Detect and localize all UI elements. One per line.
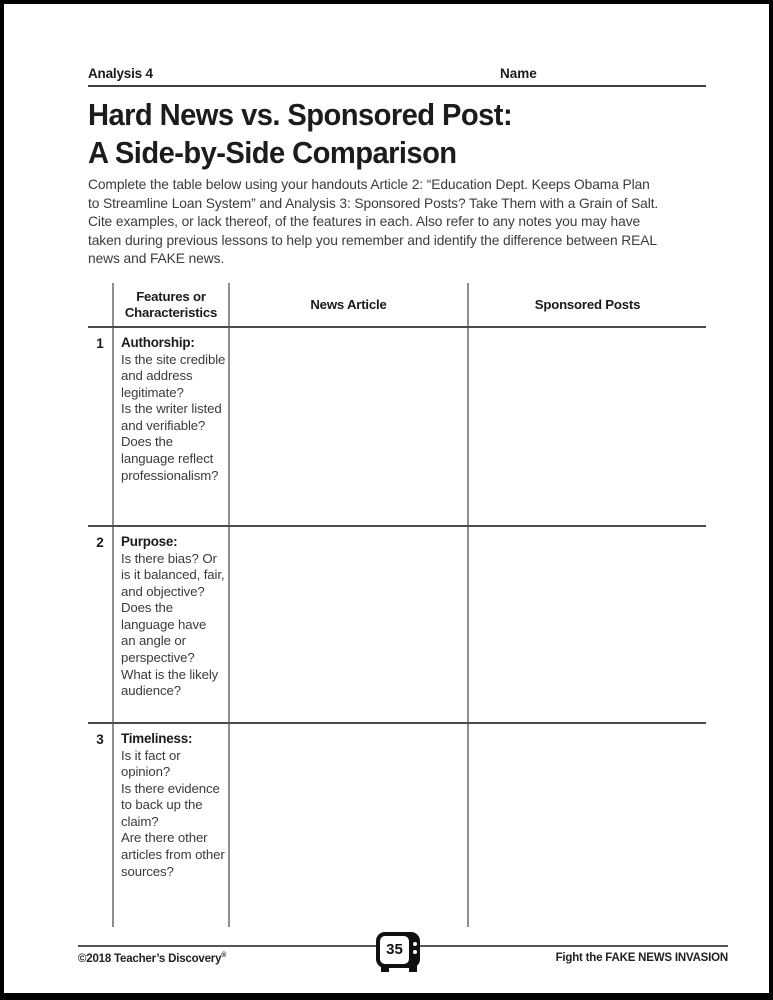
- lesson-label: Analysis 4: [88, 66, 153, 81]
- tv-page-number-badge: [375, 930, 423, 974]
- answer-cell-news-article: [228, 724, 467, 927]
- answer-cell-sponsored-posts: [467, 724, 706, 927]
- tv-knob-icon: [413, 942, 417, 946]
- feature-cell: [112, 527, 228, 722]
- footer-tagline: Fight the FAKE NEWS INVASION: [555, 952, 728, 964]
- registered-mark: ®: [221, 952, 227, 959]
- column-header-number: [88, 283, 112, 326]
- feature-questions: Is it fact or opinion? Is there evidence to back up the claim? Are there other articles from other sources?: [121, 747, 225, 879]
- page-title-line1: Hard News vs. Sponsored Post:: [88, 97, 513, 132]
- feature-heading: Authorship:: [121, 335, 195, 350]
- comparison-table: [88, 283, 706, 927]
- column-header-sponsored-posts: Sponsored Posts: [467, 283, 706, 326]
- tv-knob-icon: [413, 950, 417, 954]
- table-row: [88, 722, 706, 927]
- row-number: 1: [96, 336, 104, 351]
- header-rule: [88, 85, 706, 87]
- column-header-news-article: News Article: [228, 283, 467, 326]
- page-number: 35: [380, 936, 409, 964]
- copyright-main: ©2018 Teacher’s Discovery: [78, 952, 222, 965]
- page-title-line2: A Side-by-Side Comparison: [88, 135, 457, 170]
- answer-cell-sponsored-posts: [467, 328, 706, 525]
- feature-heading: Timeliness:: [121, 731, 193, 746]
- feature-heading: Purpose:: [121, 534, 178, 549]
- feature-cell: [112, 328, 228, 525]
- table-row: [88, 328, 706, 525]
- column-header-features: Features or Characteristics: [112, 283, 228, 326]
- row-number: 2: [96, 535, 104, 550]
- table-row: [88, 525, 706, 722]
- tv-icon: [376, 932, 420, 968]
- intro-paragraph: Complete the table below using your handouts Article 2: “Education Dept. Keeps Obama Plan to Streamline Loan System” and Analysis 3: Sponsored Posts? Take Them with a Grain of Salt. Cite examples, or lack thereof, of the features in each. Also refer to any notes you may have taken during previous lessons to help you remember and identify the difference between REAL news and FAKE news.: [88, 177, 659, 267]
- feature-questions: Is there bias? Or is it balanced, fair, and objective? Does the language have an angle or perspective? What is the likely audience?: [121, 550, 225, 699]
- name-label: Name: [500, 66, 537, 81]
- row-number: 3: [96, 732, 104, 747]
- feature-questions: Is the site credible and address legitimate? Is the writer listed and verifiable? Does the language reflect professionalism?: [121, 351, 226, 483]
- answer-cell-news-article: [228, 527, 467, 722]
- feature-cell: [112, 724, 228, 927]
- answer-cell-news-article: [228, 328, 467, 525]
- table-header-row: [88, 283, 706, 328]
- page-title: [88, 96, 512, 172]
- answer-cell-sponsored-posts: [467, 527, 706, 722]
